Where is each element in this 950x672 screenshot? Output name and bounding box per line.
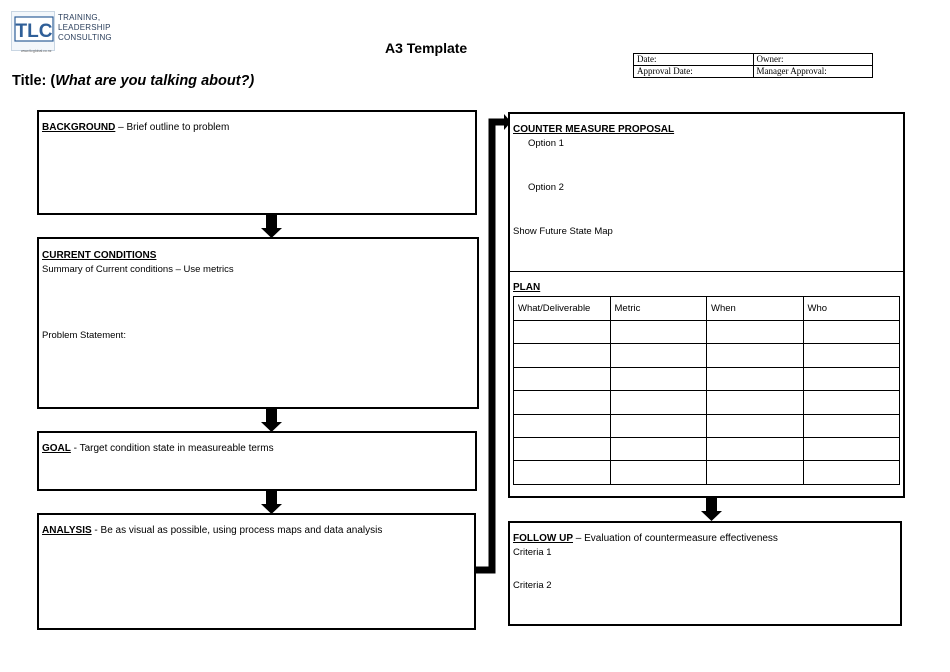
logo-url: www.tlcglobal.co.nz [21,49,52,53]
goal-title: GOAL [42,443,71,454]
plan-cell[interactable] [610,367,707,390]
plan-row [514,391,900,414]
document-heading: A3 Template [385,40,468,56]
plan-cell[interactable] [803,367,900,390]
current-conditions-heading [42,250,156,261]
plan-cell[interactable] [514,367,611,390]
connector-line [476,122,506,570]
arrow-down-icon [261,490,282,514]
plan-col-metric: Metric [610,297,707,321]
arrow-down-icon [261,215,282,238]
plan-row [514,437,900,460]
plan-heading [513,282,540,293]
arrow-down-icon [261,409,282,432]
plan-cell[interactable] [707,321,804,344]
background-desc: – Brief outline to problem [115,122,230,133]
plan-row [514,461,900,484]
plan-cell[interactable] [803,321,900,344]
problem-statement-label: Problem Statement: [42,330,126,341]
plan-header-row [514,297,900,321]
plan-cell[interactable] [610,437,707,460]
plan-cell[interactable] [707,367,804,390]
analysis-section [37,513,476,630]
plan-col-who: Who [803,297,900,321]
plan-cell[interactable] [514,321,611,344]
plan-cell[interactable] [610,391,707,414]
plan-cell[interactable] [610,461,707,484]
plan-cell[interactable] [707,391,804,414]
goal-section [37,431,477,491]
plan-cell[interactable] [610,321,707,344]
criteria-1-label: Criteria 1 [513,547,552,558]
background-section [37,110,477,215]
plan-row [514,414,900,437]
plan-col-deliverable: What/Deliverable [514,297,611,321]
follow-up-section [508,521,902,626]
analysis-desc: - Be as visual as possible, using process maps and data analysis [91,525,383,536]
owner-field[interactable]: Owner: [753,54,873,66]
plan-cell[interactable] [610,414,707,437]
logo-line-1: TRAINING, [58,13,101,22]
logo-mark-text: TLC [15,21,53,42]
plan-cell[interactable] [514,414,611,437]
counter-measure-title: COUNTER MEASURE PROPOSAL [513,124,675,135]
plan-section [510,272,903,496]
goal-desc: - Target condition state in measureable terms [70,443,274,454]
plan-title: PLAN [513,282,541,293]
plan-cell[interactable] [803,391,900,414]
plan-cell[interactable] [514,437,611,460]
plan-cell[interactable] [707,461,804,484]
plan-row [514,367,900,390]
plan-cell[interactable] [610,344,707,367]
background-title: BACKGROUND [42,122,116,133]
option-1-label: Option 1 [528,138,564,149]
date-field[interactable]: Date: [634,54,754,66]
goal-heading [42,443,274,454]
current-conditions-title: CURRENT CONDITIONS [42,250,157,261]
logo-line-2: LEADERSHIP [58,23,111,32]
plan-cell[interactable] [707,437,804,460]
counter-measure-plan-section [508,112,905,498]
plan-cell[interactable] [514,391,611,414]
background-heading [42,122,229,133]
manager-approval-field[interactable]: Manager Approval: [753,66,873,78]
logo-line-3: CONSULTING [58,33,112,42]
plan-cell[interactable] [514,344,611,367]
current-conditions-summary: Summary of Current conditions – Use metrics [42,264,234,275]
title-italic: What are you talking about?) [55,73,255,89]
follow-up-title: FOLLOW UP [513,533,573,544]
analysis-title: ANALYSIS [42,525,92,536]
plan-cell[interactable] [707,414,804,437]
plan-cell[interactable] [803,437,900,460]
plan-row [514,321,900,344]
criteria-2-label: Criteria 2 [513,580,552,591]
current-conditions-section [37,237,479,409]
option-2-label: Option 2 [528,182,564,193]
plan-col-when: When [707,297,804,321]
plan-cell[interactable] [707,344,804,367]
plan-cell[interactable] [514,461,611,484]
plan-table [513,296,900,485]
arrow-down-icon [701,498,722,521]
plan-cell[interactable] [803,344,900,367]
approval-date-field[interactable]: Approval Date: [634,66,754,78]
counter-measure-heading [513,124,674,135]
follow-up-heading [513,533,778,544]
plan-cell[interactable] [803,414,900,437]
plan-cell[interactable] [803,461,900,484]
follow-up-desc: – Evaluation of countermeasure effectiveness [573,533,778,544]
future-state-label: Show Future State Map [513,226,613,237]
analysis-heading [42,525,382,536]
title-prefix: Title: ( [12,73,56,89]
plan-row [514,344,900,367]
